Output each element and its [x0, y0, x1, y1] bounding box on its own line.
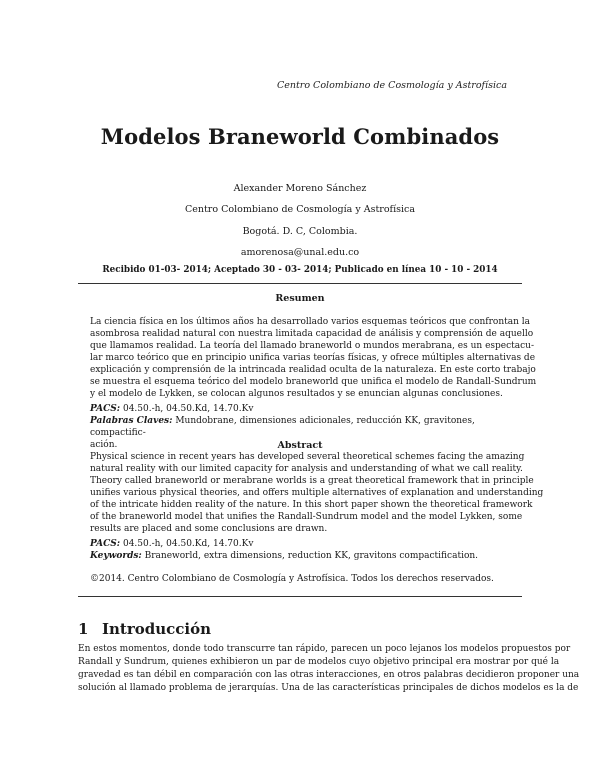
resumen-line: explicación y comprensión de la intrincada realidad oculta de la naturaleza. En este corto trabajo — [90, 365, 536, 375]
abstract-line: Physical science in recent years has developed several theoretical schemes facing the amazing — [90, 452, 525, 462]
intro-paragraph — [78, 643, 580, 695]
paper-title: Modelos Braneworld Combinados — [100, 124, 500, 149]
resumen-paragraph — [90, 316, 537, 400]
pacs-value: 04.50.-h, 04.50.Kd, 14.70.Kv — [122, 539, 254, 549]
abstract-line: unifies various physical theories, and offers multiple alternatives of explanation and understanding — [90, 488, 544, 498]
resumen-line: lar marco teórico que en principio unifica varias teorías físicas, y ofrece múltiples alternativas de — [90, 353, 536, 363]
copyright-notice: ©2014. Centro Colombiano de Cosmología y Astrofísica. Todos los derechos reservados. — [90, 574, 494, 584]
body-line: solución al llamado problema de jerarquías. Una de las características principales de dichos modelos es la de — [78, 683, 579, 693]
keywords-label: Palabras Claves: — [90, 416, 173, 426]
bottom-divider — [78, 596, 522, 597]
publication-dates: Recibido 01-03- 2014; Aceptado 30 - 03- 2014; Publicado en línea 10 - 10 - 2014 — [102, 265, 498, 275]
abstract-pacs — [90, 538, 510, 550]
keywords-value-cont: ación. — [90, 440, 118, 450]
section-number: 1 — [78, 620, 89, 638]
running-header: Centro Colombiano de Cosmología y Astrofísica — [276, 80, 507, 91]
keywords-label: Keywords: — [90, 551, 142, 561]
pacs-label: PACS: — [90, 404, 121, 414]
abstract-keywords — [90, 550, 510, 562]
pacs-value: 04.50.-h, 04.50.Kd, 14.70.Kv — [122, 404, 254, 414]
section-title: Introducción — [102, 620, 212, 638]
keywords-value: Braneworld, extra dimensions, reduction KK, gravitons compactification. — [144, 551, 479, 561]
top-divider — [78, 283, 522, 284]
resumen-line: se muestra el esquema teórico del modelo braneworld que unifica el modelo de Randall-Sundrum — [90, 377, 537, 387]
body-line: En estos momentos, donde todo transcurre tan rápido, parecen un poco lejanos los modelos propuestos por — [78, 644, 571, 654]
resumen-line: asombrosa realidad natural con nuestra limitada capacidad de análisis y comprensión de aquello — [90, 329, 534, 339]
pacs-label: PACS: — [90, 539, 121, 549]
author-email[interactable]: amorenosa@unal.edu.co — [240, 247, 360, 258]
resumen-line: y el modelo de Lykken, se colocan algunos resultados y se enuncian algunas conclusiones. — [90, 389, 503, 399]
body-line: Randall y Sundrum, quienes exhibieron un par de modelos cuyo objetivo principal era mostrar por qué la — [78, 657, 560, 667]
abstract-line: results are placed and some conclusions are drawn. — [90, 524, 328, 534]
resumen-pacs — [90, 403, 510, 415]
section-heading — [78, 620, 211, 638]
abstract-line: natural reality with our limited capacity for analysis and understanding of what we call reality. — [90, 464, 523, 474]
resumen-line: La ciencia física en los últimos años ha desarrollado varios esquemas teóricos que confrontan la — [90, 317, 531, 327]
resumen-heading: Resumen — [275, 293, 325, 304]
abstract-line: of the intricate hidden reality of the nature. In this short paper shown the theoretical framework — [90, 500, 533, 510]
body-line: gravedad es tan débil en comparación con las otras interacciones, en otros palabras decidieron proponer una — [78, 670, 580, 680]
resumen-line: que llamamos realidad. La teoría del llamado braneworld o mundos merabrana, es un espectacu- — [90, 341, 534, 351]
abstract-line: of the braneworld model that unifies the Randall-Sundrum model and the model Lykken, some — [90, 512, 523, 522]
abstract-heading: Abstract — [277, 440, 323, 451]
abstract-paragraph — [90, 451, 544, 535]
abstract-line: Theory called braneworld or merabrane worlds is a great theoretical framework that in principle — [90, 476, 534, 486]
author-name: Alexander Moreno Sánchez — [233, 183, 367, 194]
keywords-value: Mundobrane, dimensiones adicionales, reducción KK, gravitones, compactific- — [90, 416, 475, 438]
author-city: Bogotá. D. C, Colombia. — [242, 226, 358, 237]
author-affiliation: Centro Colombiano de Cosmología y Astrofísica — [184, 204, 416, 215]
